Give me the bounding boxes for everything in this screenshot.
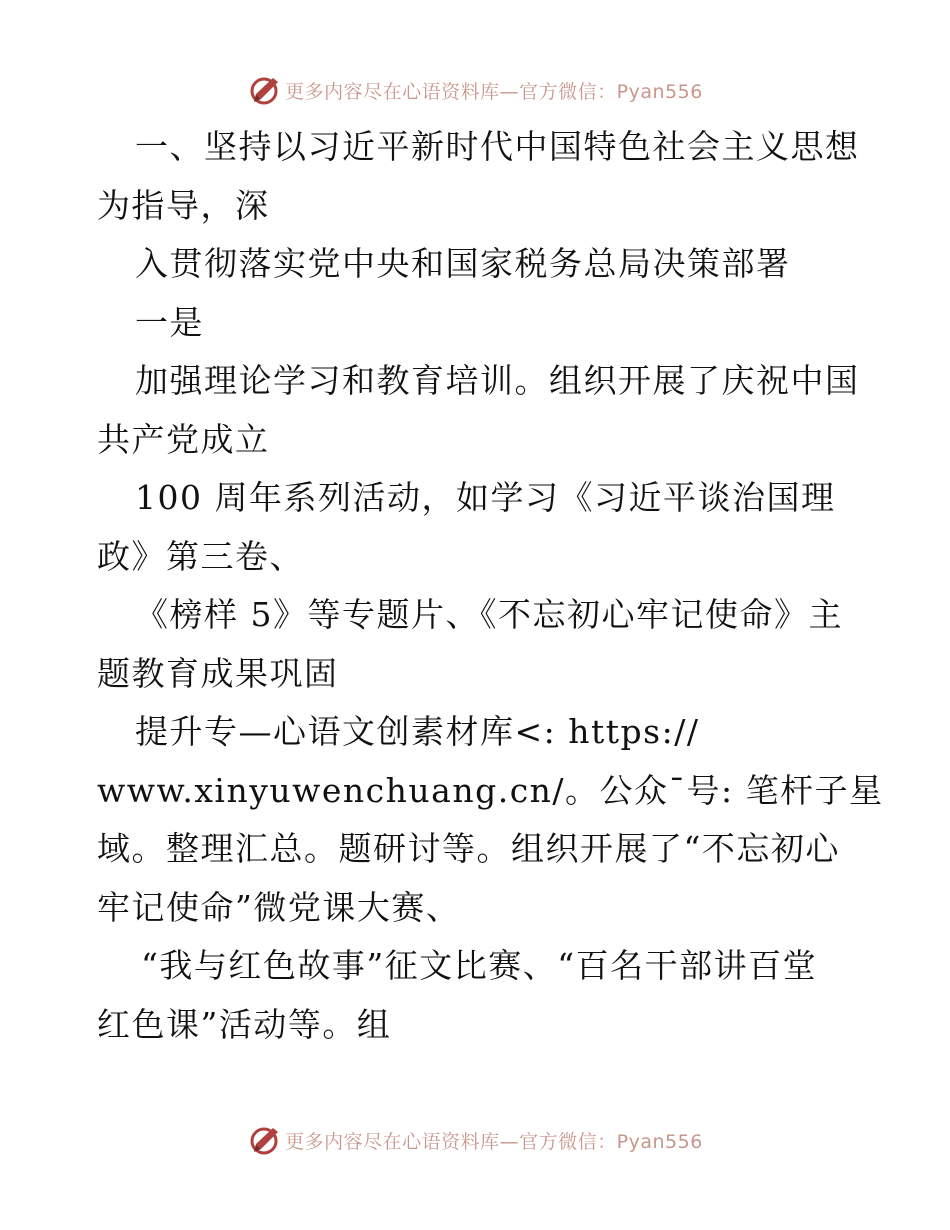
- body-line: 100 周年系列活动，如学习《习近平谈治国理: [135, 478, 836, 517]
- body-line: 入贯彻落实党中央和国家税务总局决策部署: [135, 244, 791, 283]
- pen-logo-icon: [247, 72, 283, 108]
- header-banner: [0, 70, 950, 110]
- body-line: “我与红色故事”征文比赛、“百名干部讲百堂: [141, 946, 818, 985]
- body-line: 牢记使命”微党课大赛、: [97, 887, 461, 927]
- body-line: 一、坚持以习近平新时代中国特色社会主义思想: [135, 127, 860, 166]
- pen-logo-icon: [247, 1122, 283, 1158]
- footer-banner-text: 更多内容尽在心语资料库—官方微信：Pyan556: [285, 1130, 703, 1153]
- document-body: [97, 118, 884, 1054]
- body-line: www.xinyuwenchuang.cn/。公众¯号: 笔杆子星: [97, 770, 884, 810]
- body-line: 红色课”活动等。组: [97, 1004, 392, 1044]
- footer-banner: [0, 1120, 950, 1160]
- body-line: 题教育成果巩固: [97, 653, 339, 693]
- body-line: 域。整理汇总。题研讨等。组织开展了“不忘初心: [97, 829, 840, 868]
- body-line: 为指导，深: [97, 185, 270, 225]
- header-banner-text: 更多内容尽在心语资料库—官方微信：Pyan556: [285, 80, 703, 103]
- body-line: 政》第三卷、: [97, 536, 304, 576]
- body-line: 加强理论学习和教育培训。组织开展了庆祝中国: [135, 361, 860, 400]
- body-line: 一是: [135, 302, 204, 342]
- body-line: 《榜样 5》等专题片、《不忘初心牢记使命》主: [135, 595, 843, 634]
- body-line: 共产党成立: [97, 419, 270, 459]
- body-line: 提升专—心语文创素材库<: https://: [135, 712, 700, 751]
